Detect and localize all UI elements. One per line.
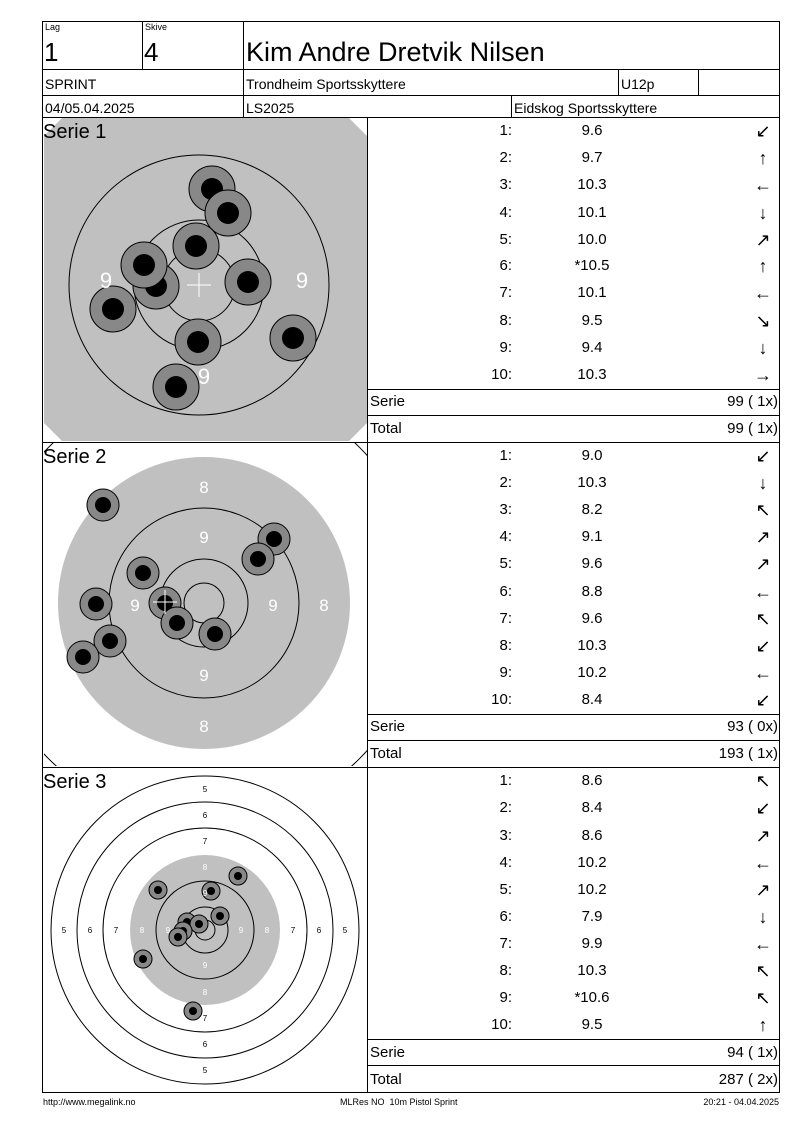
shot-score: 10.3 xyxy=(577,637,607,654)
shot-hole xyxy=(169,928,187,946)
shot-hole xyxy=(184,1002,202,1020)
footer-program: MLRes NO 10m Pistol Sprint xyxy=(340,1097,458,1107)
ring-label: 8 xyxy=(139,926,145,935)
shot-number: 7: xyxy=(499,610,512,627)
shot-hole xyxy=(175,319,221,365)
shot-score: 10.2 xyxy=(577,664,607,681)
shot-direction-icon: ↗ xyxy=(755,527,771,547)
shot-hole xyxy=(270,315,316,361)
shot-direction-icon: ↑ xyxy=(758,1015,768,1035)
shot-hole xyxy=(67,641,99,673)
ring-label: 5 xyxy=(61,926,67,935)
ring-label: 5 xyxy=(202,1066,208,1075)
shot-number: 8: xyxy=(499,312,512,329)
shot-direction-icon: → xyxy=(754,365,772,385)
shot-hole xyxy=(121,242,167,288)
shot-score: 9.5 xyxy=(581,312,603,329)
serie-2-serie-score: 93 ( 0x) xyxy=(727,718,778,735)
lag-label: Lag xyxy=(45,22,61,32)
shot-direction-icon: ↑ xyxy=(758,256,768,276)
shot-hole xyxy=(161,607,193,639)
ring-label: 7 xyxy=(202,1014,208,1023)
shot-direction-icon: ↙ xyxy=(755,690,771,710)
ring-label: 8 xyxy=(319,596,329,615)
shot-score: 10.3 xyxy=(577,366,607,383)
shot-number: 9: xyxy=(499,989,512,1006)
shot-score: 8.4 xyxy=(581,799,603,816)
date: 04/05.04.2025 xyxy=(45,100,135,116)
ring-label: 9 xyxy=(202,961,208,970)
serie-3-serie-label: Serie xyxy=(370,1044,406,1061)
shot-number: 10: xyxy=(491,366,512,383)
shot-direction-icon: ↓ xyxy=(758,203,768,223)
shot-hole xyxy=(153,364,199,410)
shot-hole xyxy=(149,881,167,899)
shot-number: 1: xyxy=(499,447,512,464)
ring-label: 9 xyxy=(99,268,113,293)
shot-direction-icon: ↘ xyxy=(755,311,771,331)
serie-1-serie-score: 99 ( 1x) xyxy=(727,393,778,410)
shot-direction-icon: ↖ xyxy=(755,500,771,520)
ring-label: 9 xyxy=(165,926,171,935)
shot-direction-icon: ↓ xyxy=(758,473,768,493)
shot-direction-icon: ← xyxy=(754,934,772,954)
shot-number: 8: xyxy=(499,962,512,979)
shot-number: 10: xyxy=(491,691,512,708)
ring-label: 9 xyxy=(199,666,209,685)
ring-label: 7 xyxy=(113,926,119,935)
shot-number: 5: xyxy=(499,231,512,248)
shot-direction-icon: ← xyxy=(754,283,772,303)
shot-hole xyxy=(87,489,119,521)
shot-hole xyxy=(127,557,159,589)
shot-score: 8.8 xyxy=(581,583,603,600)
shot-score: 7.9 xyxy=(581,908,603,925)
ring-label: 9 xyxy=(130,596,140,615)
shot-direction-icon: ↖ xyxy=(755,771,771,791)
shot-score: 8.2 xyxy=(581,501,603,518)
shot-direction-icon: ← xyxy=(754,582,772,602)
shot-number: 8: xyxy=(499,637,512,654)
shot-score: 9.7 xyxy=(581,149,603,166)
serie-1-serie-label: Serie xyxy=(370,393,406,410)
shot-number: 3: xyxy=(499,501,512,518)
shot-score: 10.0 xyxy=(577,231,607,248)
serie-3-title: Serie 3 xyxy=(43,771,107,793)
shot-hole xyxy=(134,950,152,968)
ring-label: 8 xyxy=(202,863,208,872)
ring-label: 7 xyxy=(290,926,296,935)
shot-number: 4: xyxy=(499,854,512,871)
shot-score: 9.6 xyxy=(581,610,603,627)
serie-1-target xyxy=(44,118,367,441)
shot-direction-icon: ↖ xyxy=(755,609,771,629)
serie-3-serie-score: 94 ( 1x) xyxy=(727,1044,778,1061)
shot-hole xyxy=(80,588,112,620)
serie-1-total-score: 99 ( 1x) xyxy=(727,420,778,437)
shot-number: 3: xyxy=(499,176,512,193)
shot-score: 10.2 xyxy=(577,881,607,898)
ring-label: 6 xyxy=(87,926,93,935)
lag-value: 1 xyxy=(44,37,59,67)
serie-2-serie-label: Serie xyxy=(370,718,406,735)
shot-score: 10.3 xyxy=(577,474,607,491)
shot-direction-icon: ← xyxy=(754,853,772,873)
shot-direction-icon: ↙ xyxy=(755,636,771,656)
shot-score: 9.6 xyxy=(581,555,603,572)
shot-number: 4: xyxy=(499,204,512,221)
shot-score: 8.4 xyxy=(581,691,603,708)
ring-label: 8 xyxy=(199,478,209,497)
shot-direction-icon: ↗ xyxy=(755,230,771,250)
shot-number: 2: xyxy=(499,149,512,166)
shot-score: 10.1 xyxy=(577,284,607,301)
shot-direction-icon: ↗ xyxy=(755,880,771,900)
shot-number: 2: xyxy=(499,474,512,491)
ring-label: 9 xyxy=(199,528,209,547)
ring-label: 9 xyxy=(202,889,208,898)
shot-score: 9.5 xyxy=(581,1016,603,1033)
club: Trondheim Sportsskyttere xyxy=(246,76,406,92)
shot-hole xyxy=(173,223,219,269)
shot-direction-icon: ← xyxy=(754,175,772,195)
shot-direction-icon: ↙ xyxy=(755,446,771,466)
serie-3-total-score: 287 ( 2x) xyxy=(718,1071,778,1088)
shot-number: 1: xyxy=(499,772,512,789)
shot-number: 7: xyxy=(499,284,512,301)
shot-number: 10: xyxy=(491,1016,512,1033)
serie-2-total-label: Total xyxy=(370,745,402,762)
ring-label: 5 xyxy=(202,785,208,794)
serie-3-target xyxy=(44,768,367,1091)
event-code: LS2025 xyxy=(246,100,295,116)
shot-score: 9.9 xyxy=(581,935,603,952)
shot-hole xyxy=(190,915,208,933)
shot-score: 8.6 xyxy=(581,772,603,789)
shot-score: 9.1 xyxy=(581,528,603,545)
shot-number: 6: xyxy=(499,583,512,600)
ring-label: 6 xyxy=(202,811,208,820)
serie-3-total-label: Total xyxy=(370,1071,402,1088)
shot-hole xyxy=(211,907,229,925)
shot-score: 9.6 xyxy=(581,122,603,139)
skive-label: Skive xyxy=(145,22,168,32)
shot-direction-icon: ↖ xyxy=(755,961,771,981)
shot-score: 8.6 xyxy=(581,827,603,844)
ring-label: 8 xyxy=(202,988,208,997)
shot-direction-icon: ↑ xyxy=(758,148,768,168)
shot-hole xyxy=(242,543,274,575)
shot-number: 5: xyxy=(499,555,512,572)
shooter-name: Kim Andre Dretvik Nilsen xyxy=(246,37,545,67)
footer-timestamp: 20:21 - 04.04.2025 xyxy=(703,1097,779,1107)
ring-label: 7 xyxy=(202,837,208,846)
serie-1-title: Serie 1 xyxy=(43,121,107,143)
shot-hole xyxy=(225,259,271,305)
shot-direction-icon: ↗ xyxy=(755,554,771,574)
shot-hole xyxy=(94,625,126,657)
skive-value: 4 xyxy=(144,37,159,67)
shot-score: 10.2 xyxy=(577,854,607,871)
shot-hole xyxy=(90,286,136,332)
shot-direction-icon: ↙ xyxy=(755,798,771,818)
shot-direction-icon: ← xyxy=(754,663,772,683)
ring-label: 8 xyxy=(264,926,270,935)
ring-label: 9 xyxy=(238,926,244,935)
ring-label: 6 xyxy=(316,926,322,935)
shot-score: 10.3 xyxy=(577,176,607,193)
ring-label: 9 xyxy=(197,364,211,389)
shot-hole xyxy=(229,867,247,885)
shot-number: 7: xyxy=(499,935,512,952)
shot-number: 9: xyxy=(499,339,512,356)
shot-score: *10.5 xyxy=(574,257,610,274)
shot-number: 5: xyxy=(499,881,512,898)
shot-score: 10.3 xyxy=(577,962,607,979)
serie-1-total-label: Total xyxy=(370,420,402,437)
shot-direction-icon: ↖ xyxy=(755,988,771,1008)
shot-number: 6: xyxy=(499,257,512,274)
shot-direction-icon: ↓ xyxy=(758,907,768,927)
ring-label: 9 xyxy=(295,268,309,293)
shot-number: 2: xyxy=(499,799,512,816)
discipline: SPRINT xyxy=(45,76,97,92)
serie-2-total-score: 193 ( 1x) xyxy=(718,745,778,762)
shot-score: 9.4 xyxy=(581,339,603,356)
ring-label: 9 xyxy=(268,596,278,615)
shot-number: 4: xyxy=(499,528,512,545)
shot-number: 3: xyxy=(499,827,512,844)
footer-link[interactable]: http://www.megalink.no xyxy=(43,1097,136,1107)
shot-direction-icon: ↗ xyxy=(755,826,771,846)
shot-score: *10.6 xyxy=(574,989,610,1006)
serie-2-title: Serie 2 xyxy=(43,446,107,468)
shot-number: 9: xyxy=(499,664,512,681)
shot-direction-icon: ↓ xyxy=(758,338,768,358)
ring-label: 6 xyxy=(202,1040,208,1049)
shot-number: 6: xyxy=(499,908,512,925)
ring-label: 5 xyxy=(342,926,348,935)
shot-score: 9.0 xyxy=(581,447,603,464)
organizer: Eidskog Sportsskyttere xyxy=(514,100,658,116)
serie-2-target xyxy=(44,443,367,766)
ring-label: 8 xyxy=(199,717,209,736)
shot-number: 1: xyxy=(499,122,512,139)
shot-direction-icon: ↙ xyxy=(755,121,771,141)
shot-hole xyxy=(199,618,231,650)
class: U12p xyxy=(621,76,655,92)
shot-score: 10.1 xyxy=(577,204,607,221)
